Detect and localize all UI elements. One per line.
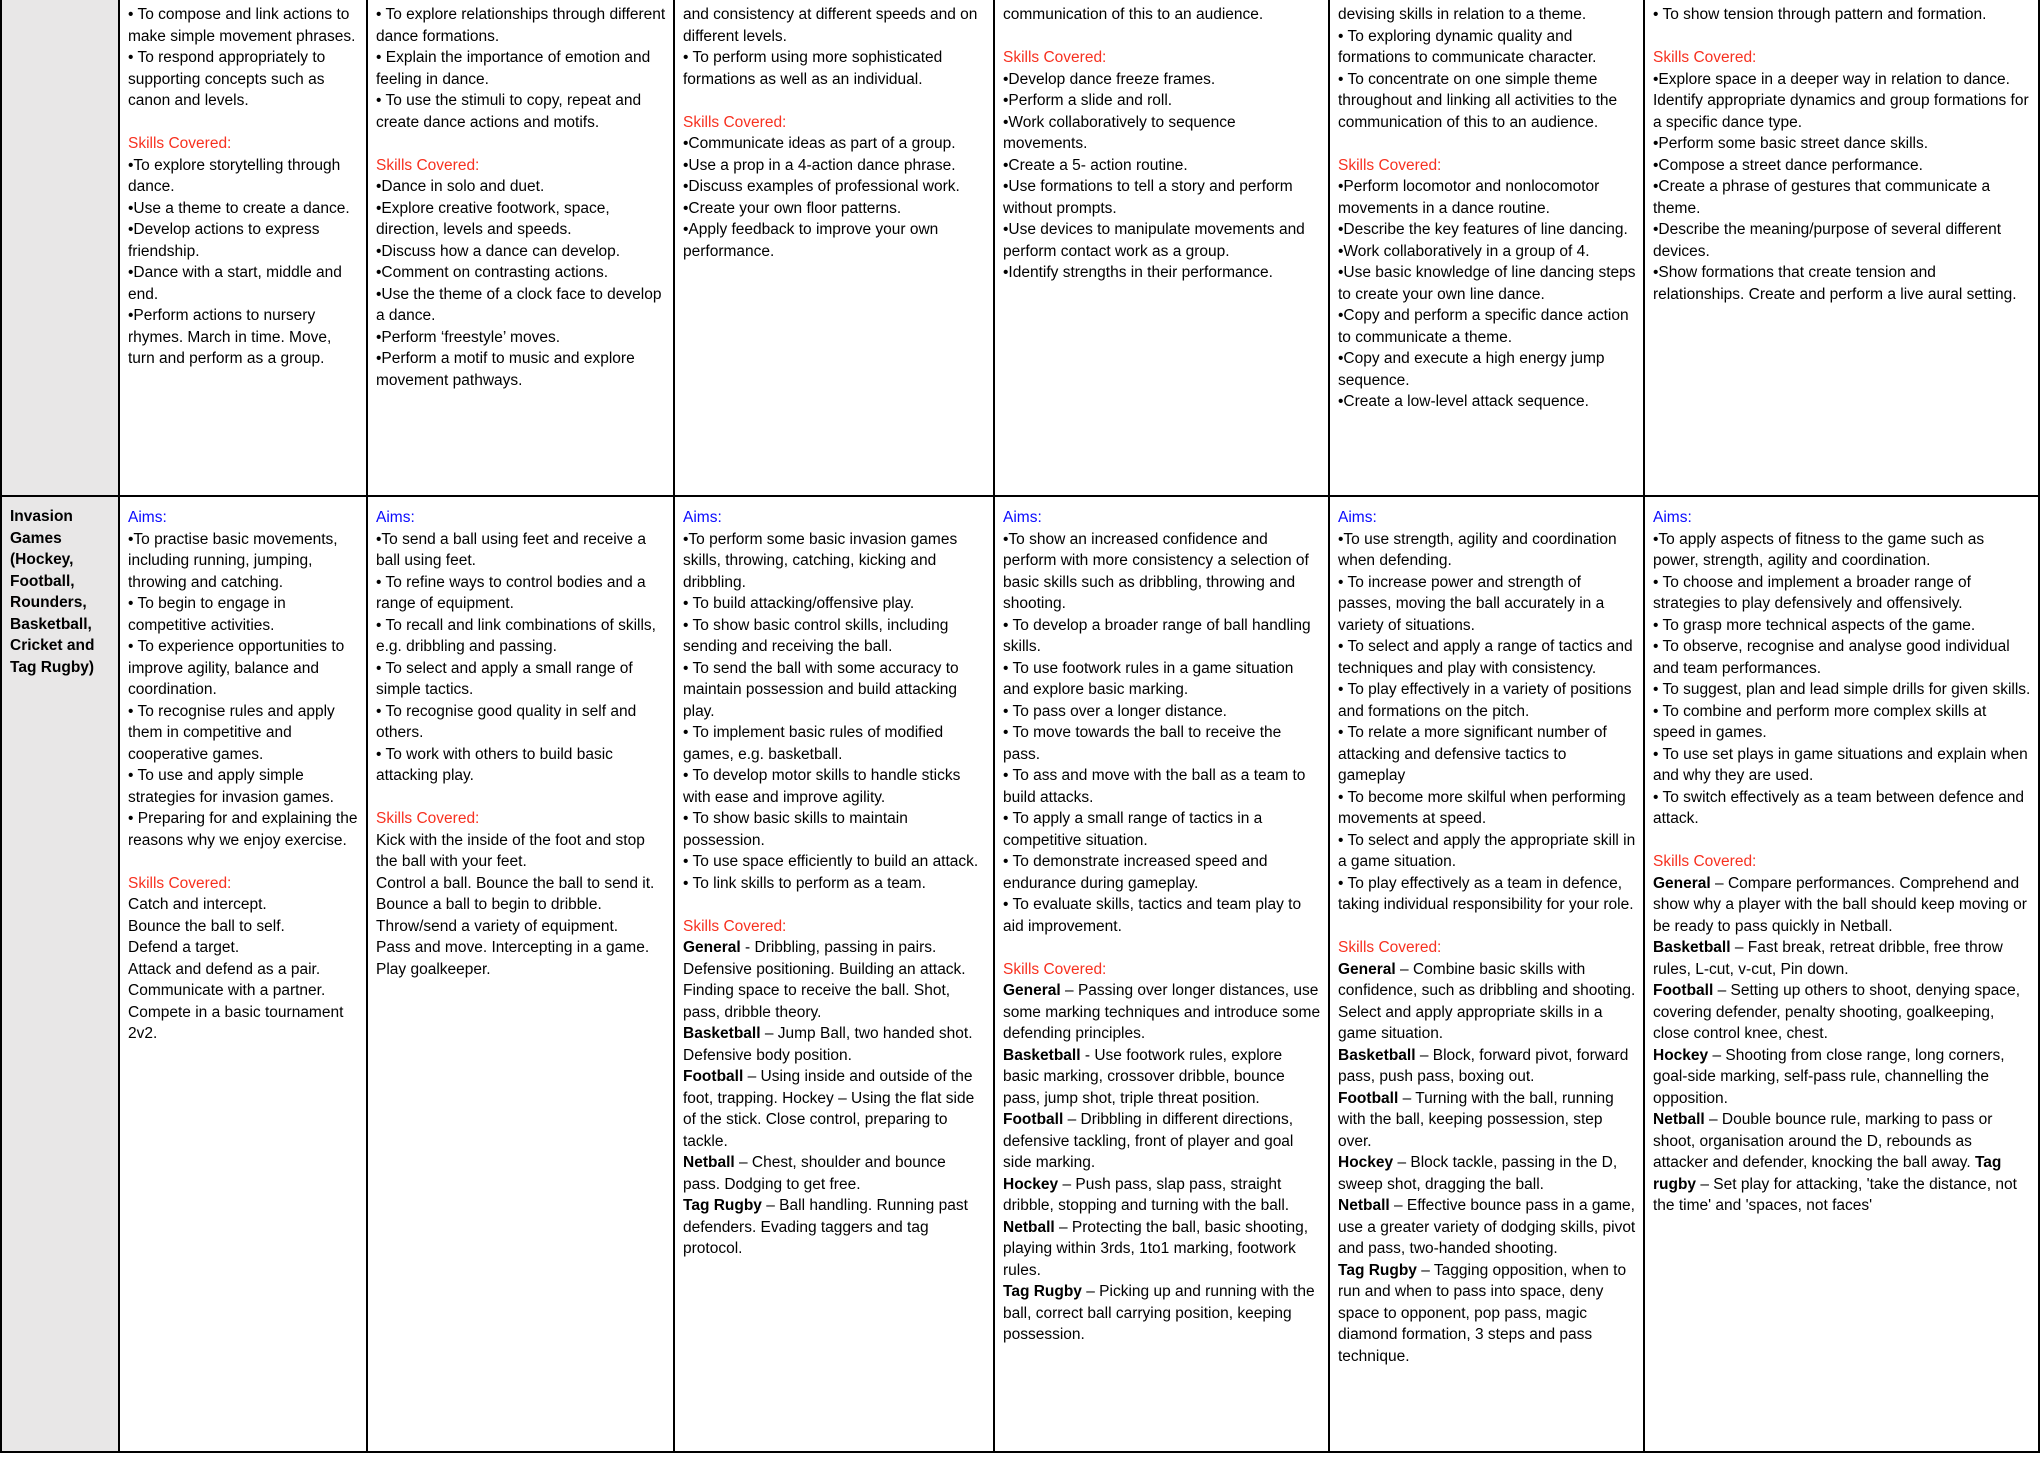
skills-covered-label: Skills Covered: xyxy=(376,156,480,174)
cell-paragraph: Compete in a basic tournament 2v2. xyxy=(128,1003,344,1042)
cell-paragraph: • To relate a more significant number of attacking and defensive tactics to gameplay xyxy=(1338,724,1607,784)
cell-paragraph: • To refine ways to control bodies and a range of equipment. xyxy=(376,573,646,612)
row-header-dance xyxy=(2,0,120,497)
cell-paragraph: • To concentrate on one simple theme throughout and linking all activities to the communication of this to an audience. xyxy=(1338,70,1618,131)
cell-paragraph: Bounce a ball to begin to dribble. xyxy=(376,896,602,913)
cell-paragraph: General – Combine basic skills with confidence, such as dribbling and shooting. Select and apply appropriate skills in a game situation. xyxy=(1338,960,1636,1042)
cell-paragraph: •Comment on contrasting actions. xyxy=(376,264,609,281)
cell-paragraph: • To use and apply simple strategies for invasion games. xyxy=(128,767,334,806)
cell-paragraph: •Perform a motif to music and explore movement pathways. xyxy=(376,350,635,389)
cell-paragraph: •Perform locomotor and nonlocomotor movements in a dance routine. xyxy=(1338,178,1600,217)
cell-paragraph: Attack and defend as a pair. xyxy=(128,960,321,978)
cell-paragraph: Catch and intercept. xyxy=(128,896,267,913)
cell-paragraph: • To show basic skills to maintain possession. xyxy=(683,810,908,849)
blank-line xyxy=(1338,133,1636,155)
cell-paragraph: • To play effectively in a variety of positions and formations on the pitch. xyxy=(1338,681,1632,720)
cell-paragraph: • To show basic control skills, including sending and receiving the ball. xyxy=(683,616,949,655)
cell-paragraph: •Perform some basic street dance skills. xyxy=(1653,135,1929,152)
cell-paragraph: Throw/send a variety of equipment. xyxy=(376,917,619,935)
cell-paragraph: • To explore relationships through different dance formations. xyxy=(376,6,666,45)
cell-paragraph: • To use space efficiently to build an attack. xyxy=(683,853,979,870)
invasion-games-cell-3 xyxy=(675,497,995,1453)
cell-paragraph: Control a ball. Bounce the ball to send it. xyxy=(376,874,655,892)
cell-paragraph: Defend a target. xyxy=(128,939,240,956)
cell-paragraph: •Create a phrase of gestures that communicate a theme. xyxy=(1653,178,1991,217)
cell-paragraph: •Develop actions to express friendship. xyxy=(128,221,320,260)
dance-row-cell-5 xyxy=(1330,0,1645,497)
cell-paragraph: •Use the theme of a clock face to develop a dance. xyxy=(376,285,662,324)
cell-paragraph: • To build attacking/offensive play. xyxy=(683,595,915,612)
cell-paragraph: •Use a prop in a 4-action dance phrase. xyxy=(683,156,956,174)
cell-paragraph: • To evaluate skills, tactics and team play to aid improvement. xyxy=(1003,896,1302,935)
cell-paragraph: •Apply feedback to improve your own performance. xyxy=(683,221,939,260)
cell-paragraph: •Compose a street dance performance. xyxy=(1653,156,1923,174)
blank-line xyxy=(1338,916,1636,938)
blank-line xyxy=(683,894,986,916)
skills-covered-label: Skills Covered: xyxy=(1338,939,1442,956)
cell-paragraph: • To recall and link combinations of skills, e.g. dribbling and passing. xyxy=(376,616,656,655)
cell-paragraph: • To pass over a longer distance. xyxy=(1003,702,1227,720)
aims-label: Aims: xyxy=(1003,509,1042,526)
cell-paragraph: Bounce the ball to self. xyxy=(128,917,285,935)
cell-paragraph: • To select and apply the appropriate skill in a game situation. xyxy=(1338,831,1636,870)
blank-line xyxy=(1003,26,1321,48)
cell-paragraph: Basketball – Jump Ball, two handed shot. Defensive body position. xyxy=(683,1025,973,1064)
cell-paragraph: • To grasp more technical aspects of the game. xyxy=(1653,616,1976,634)
cell-paragraph: • To exploring dynamic quality and formations to communicate character. xyxy=(1338,27,1597,66)
cell-paragraph: Basketball – Block, forward pivot, forward pass, push pass, boxing out. xyxy=(1338,1046,1629,1085)
cell-paragraph: devising skills in relation to a theme. xyxy=(1338,6,1587,23)
dance-row-cell-3 xyxy=(675,0,995,497)
cell-paragraph: • To increase power and strength of passes, moving the ball accurately in a variety of situations. xyxy=(1338,573,1605,634)
cell-paragraph: •To apply aspects of fitness to the game such as power, strength, agility and coordination. xyxy=(1653,530,1985,569)
cell-paragraph: •To practise basic movements, including running, jumping, throwing and catching. xyxy=(128,530,338,591)
cell-paragraph: • To observe, recognise and analyse good individual and team performances. xyxy=(1653,638,2010,677)
invasion-games-cell-1 xyxy=(120,497,368,1453)
cell-paragraph: • To use footwork rules in a game situation and explore basic marking. xyxy=(1003,659,1294,698)
cell-paragraph: communication of this to an audience. xyxy=(1003,6,1264,23)
cell-paragraph: •Show formations that create tension and relationships. Create and perform a live aural setting. xyxy=(1653,264,2017,303)
cell-paragraph: • Explain the importance of emotion and feeling in dance. xyxy=(376,49,651,88)
blank-line xyxy=(128,112,359,134)
cell-paragraph: •Explore space in a deeper way in relation to dance. Identify appropriate dynamics and group formations for a specific dance type. xyxy=(1653,70,2029,131)
cell-paragraph: General - Dribbling, passing in pairs. Defensive positioning. Building an attack. Finding space to receive the ball. Shot, pass, dribble theory. xyxy=(683,939,966,1021)
invasion-games-cell-2 xyxy=(368,497,675,1453)
cell-paragraph: •Create a 5- action routine. xyxy=(1003,156,1188,174)
cell-paragraph: • To switch effectively as a team between defence and attack. xyxy=(1653,788,2025,827)
cell-paragraph: •Dance in solo and duet. xyxy=(376,178,545,195)
cell-paragraph: Netball – Double bounce rule, marking to pass or shoot, organisation around the D, rebounds as attacker and defender, knocking the ball away. Tag rugby – Set play for attacking, 'take the distance, not the time' and 'spaces, not faces' xyxy=(1653,1111,2017,1214)
cell-paragraph: •Use basic knowledge of line dancing steps to create your own line dance. xyxy=(1338,264,1636,303)
cell-paragraph: •To explore storytelling through dance. xyxy=(128,156,341,195)
cell-paragraph: • To recognise rules and apply them in competitive and cooperative games. xyxy=(128,702,335,763)
aims-label: Aims: xyxy=(683,509,722,526)
cell-paragraph: • To select and apply a range of tactics and techniques and play with consistency. xyxy=(1338,638,1633,677)
cell-paragraph: •Communicate ideas as part of a group. xyxy=(683,135,956,152)
cell-paragraph: Football – Using inside and outside of the foot, trapping. Hockey – Using the flat side of the stick. Close control, preparing to tackle. xyxy=(683,1068,975,1150)
dance-row-cell-4 xyxy=(995,0,1330,497)
cell-paragraph: • To become more skilful when performing movements at speed. xyxy=(1338,788,1626,827)
cell-paragraph: •Perform ‘freestyle’ moves. xyxy=(376,328,561,346)
invasion-games-cell-4 xyxy=(995,497,1330,1453)
cell-paragraph: • To develop a broader range of ball handling skills. xyxy=(1003,616,1311,655)
cell-paragraph: Netball – Effective bounce pass in a game, use a greater variety of dodging skills, pivot and pass, two-handed shooting. xyxy=(1338,1197,1636,1257)
cell-paragraph: •To send a ball using feet and receive a ball using feet. xyxy=(376,530,646,569)
cell-paragraph: Play goalkeeper. xyxy=(376,960,491,978)
cell-paragraph: General – Passing over longer distances, use some marking techniques and introduce some defending principles. xyxy=(1003,982,1321,1042)
cell-paragraph: • To perform using more sophisticated formations as well as an individual. xyxy=(683,49,943,88)
skills-covered-label: Skills Covered: xyxy=(1653,853,1757,870)
cell-paragraph: Football – Turning with the ball, running with the ball, keeping possession, step over. xyxy=(1338,1089,1614,1150)
cell-paragraph: Tag Rugby – Picking up and running with the ball, correct ball carrying position, keeping possession. xyxy=(1003,1283,1315,1343)
cell-paragraph: •Explore creative footwork, space, direction, levels and speeds. xyxy=(376,199,610,238)
dance-row-cell-6 xyxy=(1645,0,2040,497)
blank-line xyxy=(1653,830,2031,852)
aims-label: Aims: xyxy=(1653,509,1692,526)
blank-line xyxy=(1003,937,1321,959)
cell-paragraph: Communicate with a partner. xyxy=(128,982,326,999)
skills-covered-label: Skills Covered: xyxy=(1003,49,1107,66)
cell-paragraph: Kick with the inside of the foot and stop the ball with your feet. xyxy=(376,831,645,870)
cell-paragraph: • To combine and perform more complex skills at speed in games. xyxy=(1653,702,1987,741)
cell-paragraph: Tag Rugby – Ball handling. Running past defenders. Evading taggers and tag protocol. xyxy=(683,1197,968,1257)
skills-covered-label: Skills Covered: xyxy=(683,917,787,935)
cell-paragraph: General – Compare performances. Comprehend and show why a player with the ball should keep moving or be ready to pass quickly in Netball. xyxy=(1653,874,2027,935)
cell-paragraph: • To apply a small range of tactics in a competitive situation. xyxy=(1003,810,1263,849)
cell-paragraph: Football – Setting up others to shoot, denying space, covering defender, penalty shooting, goalkeeping, close control knee, chest. xyxy=(1653,982,2021,1042)
cell-paragraph: •Use a theme to create a dance. xyxy=(128,199,350,217)
invasion-games-cell-6 xyxy=(1645,497,2040,1453)
cell-paragraph: •To use strength, agility and coordination when defending. xyxy=(1338,530,1617,569)
aims-label: Aims: xyxy=(1338,509,1377,526)
skills-covered-label: Skills Covered: xyxy=(128,135,232,152)
blank-line xyxy=(683,90,986,112)
skills-covered-label: Skills Covered: xyxy=(683,113,787,131)
cell-paragraph: • To use set plays in game situations and explain when and why they are used. xyxy=(1653,745,2028,784)
skills-covered-label: Skills Covered: xyxy=(1653,49,1757,66)
cell-paragraph: •To show an increased confidence and perform with more consistency a selection of basic skills such as dribbling, throwing and shooting. xyxy=(1003,530,1309,612)
cell-paragraph: • Preparing for and explaining the reasons why we enjoy exercise. xyxy=(128,810,358,849)
cell-paragraph: •Develop dance freeze frames. xyxy=(1003,70,1216,88)
cell-paragraph: Football – Dribbling in different directions, defensive tackling, front of player and goal side marking. xyxy=(1003,1111,1294,1171)
blank-line xyxy=(376,133,666,155)
cell-paragraph: Pass and move. Intercepting in a game. xyxy=(376,939,650,956)
cell-paragraph: •Perform actions to nursery rhymes. March in time. Move, turn and perform as a group. xyxy=(128,307,332,367)
cell-paragraph: • To work with others to build basic attacking play. xyxy=(376,745,613,784)
skills-covered-label: Skills Covered: xyxy=(376,810,480,827)
dance-row-cell-1 xyxy=(120,0,368,497)
cell-paragraph: • To experience opportunities to improve agility, balance and coordination. xyxy=(128,638,345,698)
blank-line xyxy=(128,851,359,873)
cell-paragraph: • To develop motor skills to handle sticks with ease and improve agility. xyxy=(683,767,961,806)
row-header-invasion-games: Invasion Games (Hockey, Football, Rounders, Basketball, Cricket and Tag Rugby) xyxy=(2,497,120,1453)
cell-paragraph: •Discuss examples of professional work. xyxy=(683,178,960,195)
cell-paragraph: •Discuss how a dance can develop. xyxy=(376,242,621,260)
blank-line xyxy=(1653,26,2031,48)
cell-paragraph: •Copy and perform a specific dance action to communicate a theme. xyxy=(1338,307,1629,346)
cell-paragraph: •Perform a slide and roll. xyxy=(1003,92,1173,109)
skills-covered-label: Skills Covered: xyxy=(1003,960,1107,978)
cell-paragraph: •To perform some basic invasion games skills, throwing, catching, kicking and dribbling. xyxy=(683,530,958,591)
cell-paragraph: • To begin to engage in competitive activities. xyxy=(128,595,286,634)
cell-paragraph: • To play effectively as a team in defence, taking individual responsibility for your role. xyxy=(1338,874,1634,913)
cell-paragraph: Netball – Chest, shoulder and bounce pass. Dodging to get free. xyxy=(683,1154,946,1193)
cell-paragraph: •Dance with a start, middle and end. xyxy=(128,264,342,303)
cell-paragraph: Basketball - Use footwork rules, explore basic marking, crossover dribble, bounce pass, jump shot, triple threat position. xyxy=(1003,1046,1285,1107)
cell-paragraph: • To respond appropriately to supporting concepts such as canon and levels. xyxy=(128,49,326,109)
cell-paragraph: and consistency at different speeds and on different levels. xyxy=(683,6,978,45)
cell-paragraph: • To select and apply a small range of simple tactics. xyxy=(376,659,633,698)
cell-paragraph: • To suggest, plan and lead simple drills for given skills. xyxy=(1653,681,2031,698)
cell-paragraph: Basketball – Fast break, retreat dribble, free throw rules, L-cut, v-cut, Pin down. xyxy=(1653,939,2003,978)
skills-covered-label: Skills Covered: xyxy=(128,874,232,892)
cell-paragraph: Hockey – Shooting from close range, long corners, goal-side marking, self-pass rule, channelling the opposition. xyxy=(1653,1046,2005,1107)
cell-paragraph: •Use formations to tell a story and perform without prompts. xyxy=(1003,178,1293,217)
cell-paragraph: •Create your own floor patterns. xyxy=(683,199,902,217)
cell-paragraph: •Work collaboratively to sequence movements. xyxy=(1003,113,1236,152)
cell-paragraph: • To recognise good quality in self and others. xyxy=(376,702,637,741)
blank-line xyxy=(376,787,666,809)
invasion-games-cell-5 xyxy=(1330,497,1645,1453)
cell-paragraph: • To choose and implement a broader range of strategies to play defensively and offensively. xyxy=(1653,573,1971,612)
cell-paragraph: Hockey – Block tackle, passing in the D, sweep shot, dragging the ball. xyxy=(1338,1154,1618,1193)
cell-paragraph: • To use the stimuli to copy, repeat and create dance actions and motifs. xyxy=(376,92,642,131)
cell-paragraph: • To demonstrate increased speed and endurance during gameplay. xyxy=(1003,853,1268,892)
aims-label: Aims: xyxy=(376,509,415,526)
cell-paragraph: • To implement basic rules of modified games, e.g. basketball. xyxy=(683,724,944,763)
cell-paragraph: • To ass and move with the ball as a team to build attacks. xyxy=(1003,767,1306,806)
cell-paragraph: • To move towards the ball to receive the pass. xyxy=(1003,724,1282,763)
cell-paragraph: • To show tension through pattern and formation. xyxy=(1653,6,1987,23)
cell-paragraph: • To send the ball with some accuracy to maintain possession and build attacking play. xyxy=(683,659,959,720)
dance-row-cell-2 xyxy=(368,0,675,497)
cell-paragraph: • To compose and link actions to make simple movement phrases. xyxy=(128,6,356,45)
skills-covered-label: Skills Covered: xyxy=(1338,156,1442,174)
cell-paragraph: Hockey – Push pass, slap pass, straight dribble, stopping and turning with the ball. xyxy=(1003,1175,1290,1214)
cell-paragraph: Netball – Protecting the ball, basic shooting, playing within 3rds, 1to1 marking, footwork rules. xyxy=(1003,1218,1309,1279)
cell-paragraph: Tag Rugby – Tagging opposition, when to run and when to pass into space, deny space to opponent, pop pass, magic diamond formation, 3 steps and pass technique. xyxy=(1338,1261,1627,1365)
cell-paragraph: •Copy and execute a high energy jump sequence. xyxy=(1338,350,1605,389)
cell-paragraph: •Create a low-level attack sequence. xyxy=(1338,393,1589,410)
cell-paragraph: •Use devices to manipulate movements and perform contact work as a group. xyxy=(1003,221,1305,260)
cell-paragraph: •Describe the meaning/purpose of several different devices. xyxy=(1653,221,2002,260)
cell-paragraph: •Describe the key features of line dancing. xyxy=(1338,221,1628,238)
cell-paragraph: •Identify strengths in their performance. xyxy=(1003,264,1273,281)
cell-paragraph: •Work collaboratively in a group of 4. xyxy=(1338,242,1590,260)
cell-paragraph: • To link skills to perform as a team. xyxy=(683,874,926,892)
aims-label: Aims: xyxy=(128,509,167,526)
